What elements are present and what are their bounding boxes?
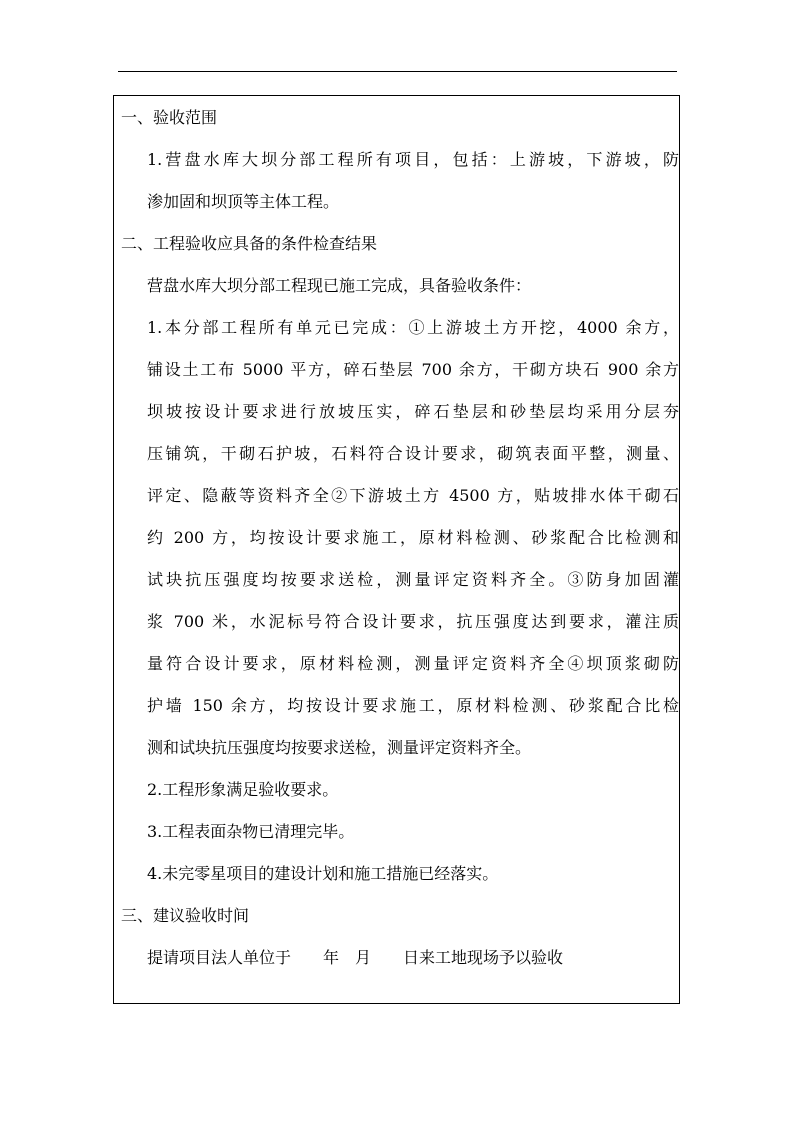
item-1-line-7: 试块抗压强度均按要求送检，测量评定资料齐全。③防身加固灌 [147,570,679,589]
item-1-line-3: 坝坡按设计要求进行放坡压实，碎石垫层和砂垫层均采用分层夯 [147,402,679,421]
header-rule [118,71,677,72]
conditions-intro: 营盘水库大坝分部工程现已施工完成，具备验收条件： [147,276,532,295]
item-1-line-9: 量符合设计要求，原材料检测，测量评定资料齐全④坝顶浆砌防 [147,654,679,673]
item-1-line-10: 护墙 150 余方，均按设计要求施工，原材料检测、砂浆配合比检 [147,696,679,715]
item-1-line-6: 约 200 方，均按设计要求施工，原材料检测、砂浆配合比检测和 [147,528,679,547]
item-2: 2.工程形象满足验收要求。 [147,780,339,799]
acceptance-time-line: 提请项目法人单位于 年 月 日来工地现场予以验收 [147,948,564,967]
section-heading-time: 三、建议验收时间 [121,906,250,925]
item-3: 3.工程表面杂物已清理完毕。 [147,822,355,841]
item-1-line-4: 压铺筑，干砌石护坡，石料符合设计要求，砌筑表面平整，测量、 [147,444,679,463]
content-box [113,95,680,1004]
scope-line-1: 1.营盘水库大坝分部工程所有项目，包括：上游坡，下游坡，防 [147,150,679,169]
item-4: 4.未完零星项目的建设计划和施工措施已经落实。 [147,864,499,883]
section-heading-conditions: 二、工程验收应具备的条件检查结果 [121,234,378,253]
item-1-line-8: 浆 700 米，水泥标号符合设计要求，抗压强度达到要求，灌注质 [147,612,679,631]
item-1-line-2: 铺设土工布 5000 平方，碎石垫层 700 余方，干砌方块石 900 余方 [147,360,679,379]
item-1-line-1: 1.本分部工程所有单元已完成：①上游坡土方开挖，4000 余方， [147,318,679,337]
section-heading-scope: 一、验收范围 [121,108,218,127]
scope-line-2: 渗加固和坝顶等主体工程。 [147,192,340,211]
item-1-line-5: 评定、隐蔽等资料齐全②下游坡土方 4500 方，贴坡排水体干砌石 [147,486,679,505]
item-1-line-11: 测和试块抗压强度均按要求送检，测量评定资料齐全。 [147,738,532,757]
